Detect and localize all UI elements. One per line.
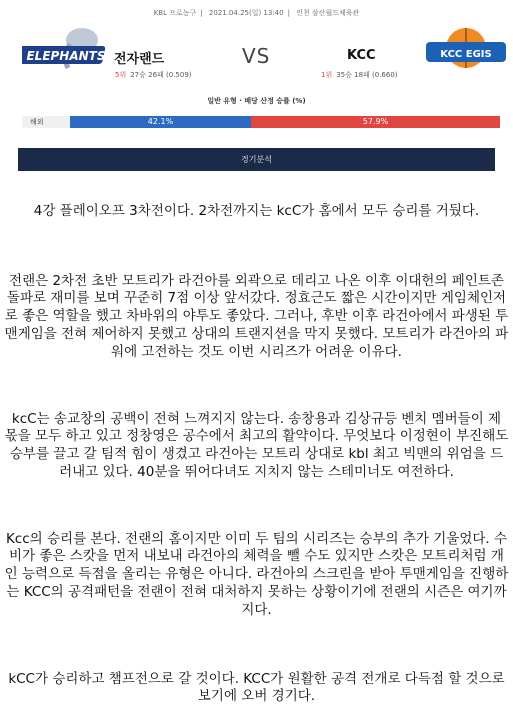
home-team-name: 전자랜드 bbox=[114, 52, 165, 67]
match-info: KBL 프로농구 | 2021.04.25(일) 13:40 | 인천 삼산월드체육관 bbox=[153, 9, 360, 17]
home-rank: 5위 bbox=[115, 71, 127, 79]
away-rank: 1위 bbox=[321, 71, 333, 79]
away-rate-bar bbox=[251, 116, 500, 128]
rate-title: 일반 유형 · 배당 산정 승률 (%) bbox=[207, 97, 306, 105]
rate-label: 해외 bbox=[22, 116, 70, 128]
analysis-paragraph-2: 전랜은 2차전 초반 모트리가 라건아를 외곽으로 데리고 나온 이후 이대헌의 페인트존 돌파로 재미를 보며 꾸준히 7점 이상 앞서갔다. 정효근도 짧은 시간이지만 게임체인저로 좋은 역할을 했고 차바위의 야투도 좋았다. 그러나, 후반 이후 라건아에서 파생된 투맨게임을 전혀 제어하지 못했고 상대의 트랜지션을 막지 못했다. 모트리가 라건아의 파워에 고전하는 것도 이번 시리즈가 어려운 이유다. bbox=[4, 272, 509, 360]
venue-label: 인천 삼산월드체육관 bbox=[296, 9, 360, 17]
away-team-record bbox=[321, 70, 398, 80]
analysis-paragraph-4: Kcc의 승리를 본다. 전랜의 홈이지만 이미 두 팀의 시리즈는 승부의 추가 기울었다. 수비가 좋은 스캇을 먼저 내보내 라건아의 체력을 뺄 수도 있지만 스캇은 모트리처럼 개인 능력으로 득점을 올리는 유형은 아니다. 라건아의 스크린을 받아 투맨게임을 진행하는 KCC의 공격패턴을 전랜이 전혀 대처하지 못하는 상황이기에 전랜의 시즌은 여기까지다. bbox=[4, 530, 509, 618]
home-team-record bbox=[115, 70, 192, 80]
analysis-paragraph-1: 4강 플레이오프 3차전이다. 2차전까지는 kcC가 홈에서 모두 승리를 거뒀다. bbox=[33, 202, 480, 219]
analysis-paragraph-5: kCC가 승리하고 챔프전으로 갈 것이다. KCC가 원활한 공격 전개로 다득점 할 것으로 보기에 오버 경기다. bbox=[8, 670, 505, 705]
win-rate-row bbox=[22, 116, 500, 128]
analysis-paragraph-3: kcC는 송교창의 공백이 전혀 느껴지지 않는다. 송창용과 김상규등 벤치 멤버들이 제 몫을 모두 하고 있고 정창영은 공수에서 최고의 활약이다. 무엇보다 이정현이 부진해도 승부를 끌고 갈 팀적 힘이 생겼고 라건아는 모트리 상대로 kbl 최고 빅맨의 위엄을 드러내고 있다. 40분을 뛰어다녀도 지치지 않는 스테미너도 여전하다. bbox=[4, 410, 509, 480]
home-record: 27승 26패 (0.509) bbox=[130, 71, 192, 79]
match-datetime: 2021.04.25(일) 13:40 bbox=[208, 9, 284, 17]
away-rate-text: 57.9% bbox=[362, 117, 389, 126]
home-rate-text: 42.1% bbox=[147, 117, 174, 126]
section-title-bar bbox=[18, 148, 495, 171]
vs-label: VS bbox=[242, 44, 271, 68]
home-logo-text: ELEPHANTS bbox=[26, 49, 106, 63]
home-team-logo bbox=[22, 26, 114, 74]
home-rate-bar bbox=[70, 116, 251, 128]
league-label: KBL 프로농구 bbox=[153, 9, 197, 17]
match-header bbox=[0, 0, 513, 164]
away-record: 35승 18패 (0.660) bbox=[336, 71, 398, 79]
away-logo-text: KCC EGIS bbox=[440, 49, 492, 60]
away-team-name: KCC bbox=[347, 48, 376, 63]
away-team-logo bbox=[420, 26, 512, 74]
section-title: 경기분석 bbox=[241, 155, 272, 164]
